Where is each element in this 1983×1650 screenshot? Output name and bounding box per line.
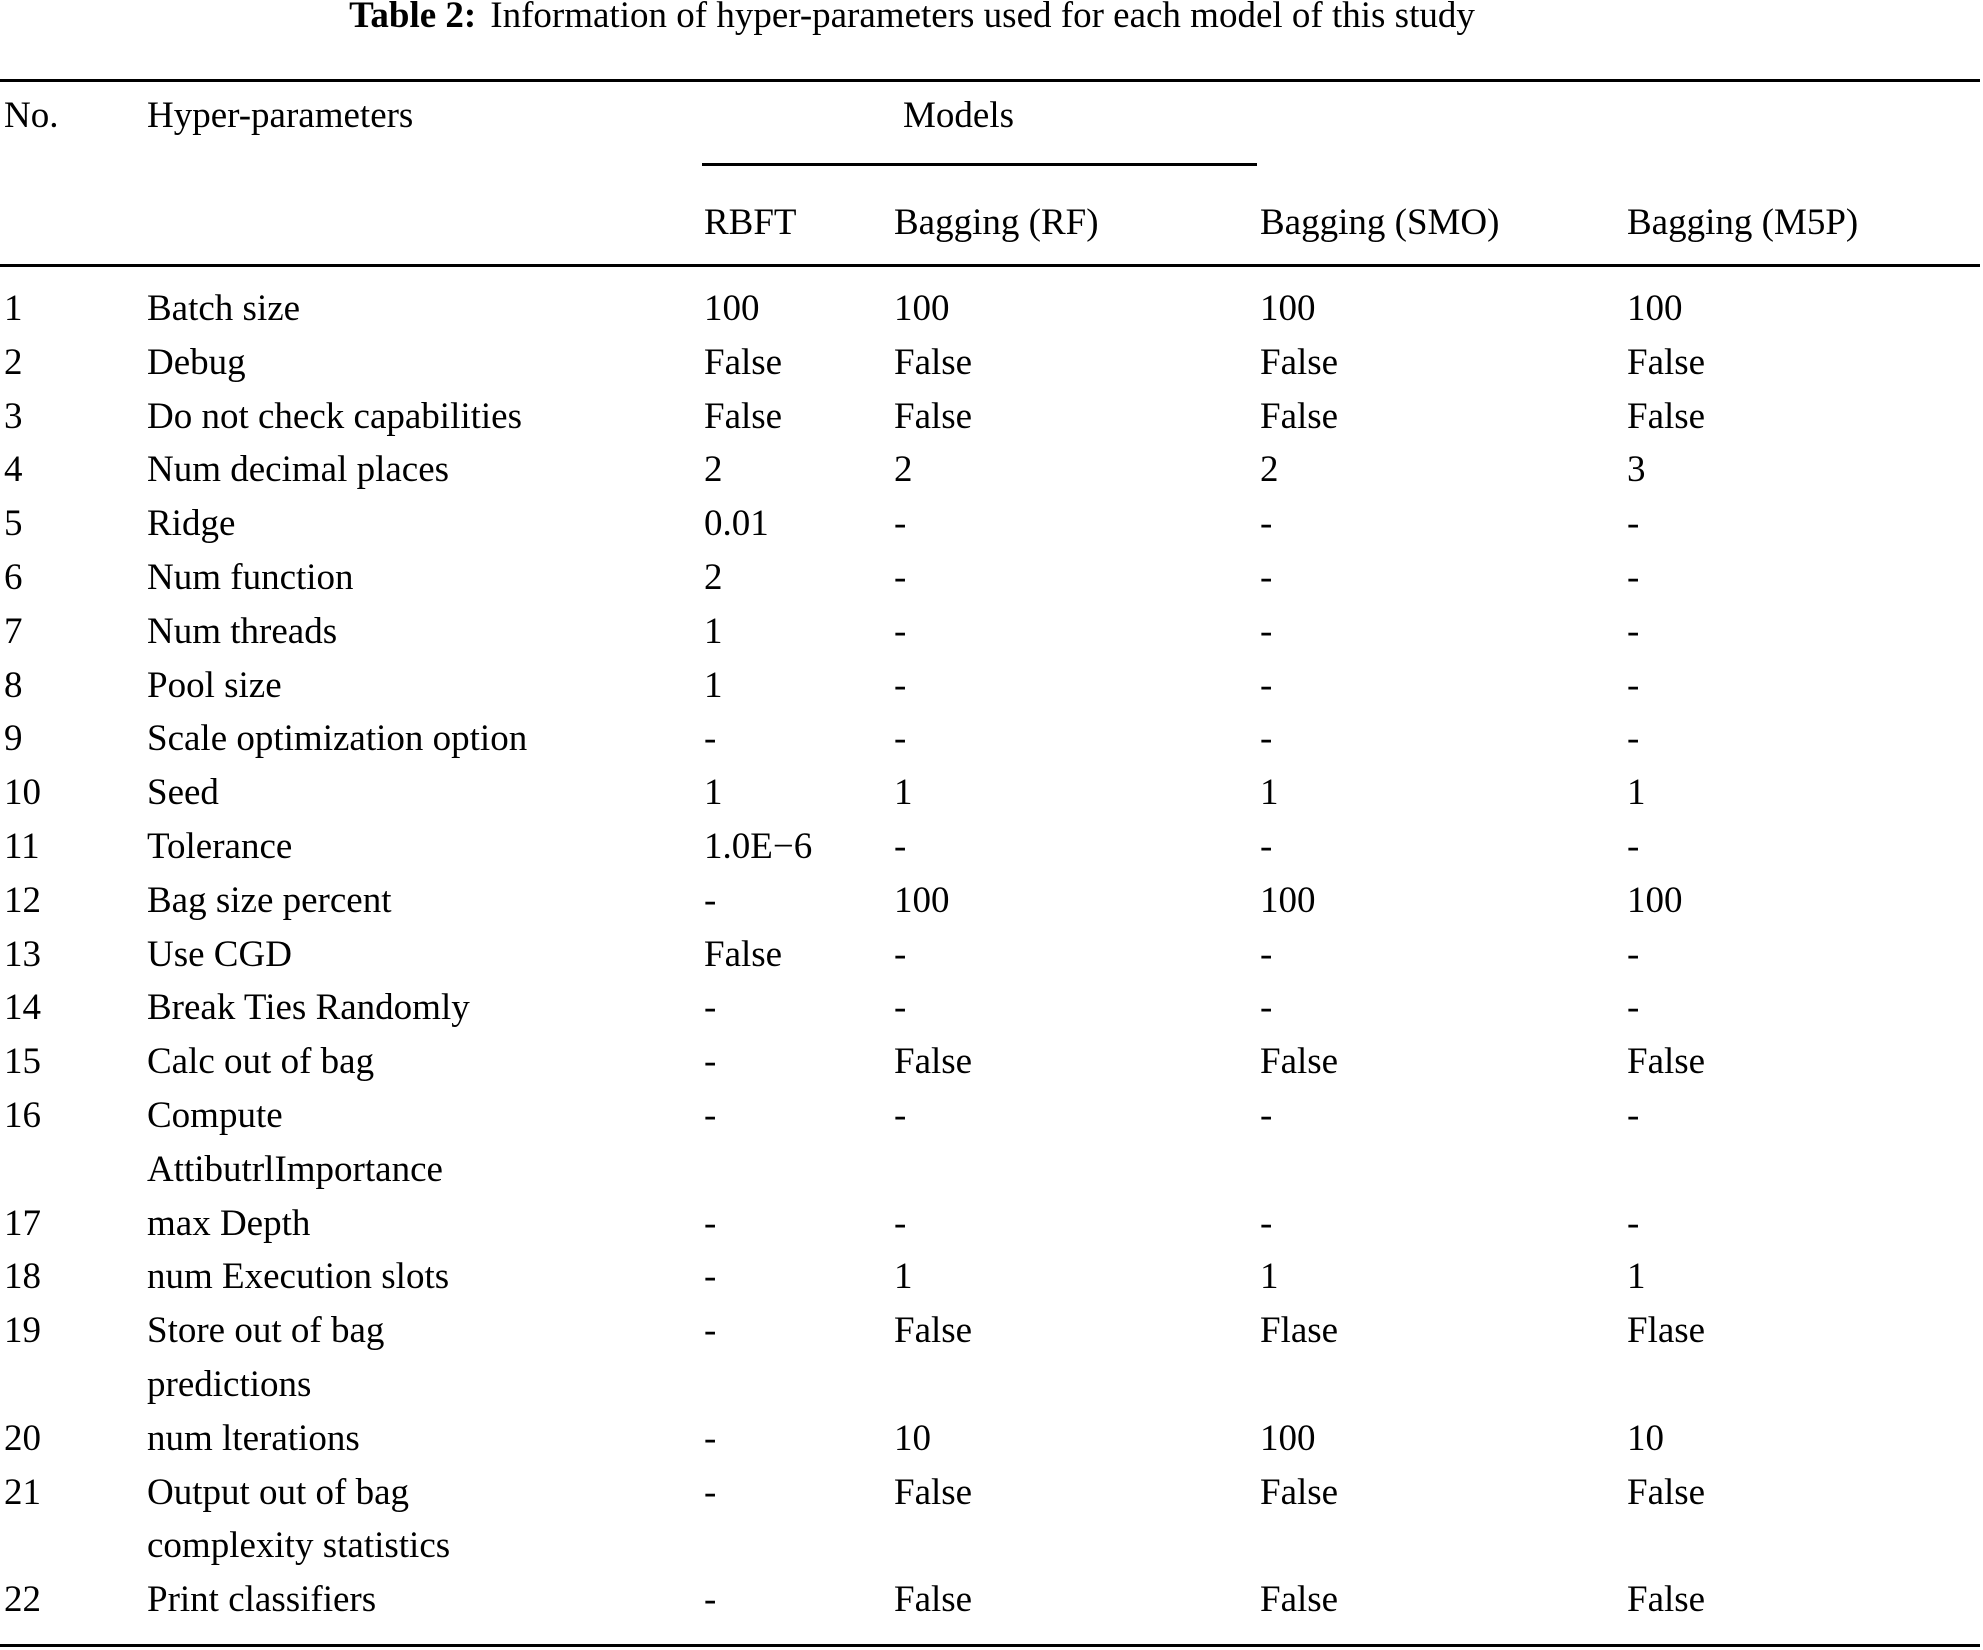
hyper-parameter-line: Compute <box>147 1095 283 1136</box>
hyper-parameter-line: Pool size <box>147 664 282 706</box>
value-rbft: 0.01 <box>704 503 769 545</box>
value-bagging-m5p: False <box>1627 395 1706 437</box>
value-bagging-m5p: - <box>1627 933 1640 975</box>
value-bagging-m5p: - <box>1627 557 1640 598</box>
value-bagging-smo: - <box>1260 664 1273 706</box>
hyper-parameter-name <box>147 712 527 766</box>
table-caption <box>0 0 1824 38</box>
row-number: 12 <box>4 879 41 921</box>
hyper-parameter-line: AttibutrlImportance <box>147 1148 443 1190</box>
value-bagging-smo: False <box>1260 1579 1339 1621</box>
header-model-rbft: RBFT <box>704 202 797 243</box>
hyper-parameter-line: Use CGD <box>147 933 292 975</box>
hyper-parameter-line: Scale optimization option <box>147 718 528 760</box>
value-bagging-rf: 10 <box>894 1417 931 1459</box>
value-bagging-smo: 1 <box>1260 1256 1279 1298</box>
value-bagging-smo: 100 <box>1260 288 1316 329</box>
value-rbft: - <box>704 1202 717 1244</box>
value-bagging-rf: 2 <box>894 449 913 491</box>
value-bagging-rf: 100 <box>894 879 950 921</box>
header-model-bagging-rf: Bagging (RF) <box>894 202 1099 243</box>
value-bagging-m5p: False <box>1627 1579 1706 1621</box>
value-bagging-smo: - <box>1260 718 1273 760</box>
row-number: 14 <box>4 987 41 1029</box>
hyper-parameter-line: Debug <box>147 341 246 383</box>
hyper-parameter-name <box>147 820 292 874</box>
row-number: 2 <box>4 341 23 383</box>
value-bagging-smo: - <box>1260 610 1273 652</box>
row-number: 1 <box>4 288 23 329</box>
value-bagging-smo: - <box>1260 1095 1273 1136</box>
hyper-parameter-name <box>147 497 235 551</box>
value-rbft: - <box>704 879 717 921</box>
hyper-parameter-line: Num decimal places <box>147 449 450 491</box>
value-rbft: - <box>704 1041 717 1083</box>
value-bagging-rf: False <box>894 1471 973 1513</box>
value-bagging-rf: - <box>894 718 907 760</box>
value-bagging-m5p: False <box>1627 1471 1706 1513</box>
hyper-parameter-line: complexity statistics <box>147 1525 451 1567</box>
hyper-parameter-name <box>147 766 219 820</box>
hyper-parameter-line: Num function <box>147 557 354 598</box>
value-bagging-m5p: 1 <box>1627 772 1646 814</box>
value-bagging-rf: False <box>894 341 973 383</box>
value-bagging-m5p: - <box>1627 503 1640 545</box>
hyper-parameter-name <box>147 390 522 444</box>
row-number: 13 <box>4 933 41 975</box>
value-rbft: 1.0E−6 <box>704 826 813 867</box>
value-rbft: - <box>704 1471 717 1513</box>
hyper-parameter-name <box>147 1089 443 1197</box>
row-number: 6 <box>4 557 23 598</box>
hyper-parameter-line: Seed <box>147 772 219 814</box>
hyper-parameter-name <box>147 1466 450 1574</box>
hyper-parameter-name <box>147 659 282 713</box>
value-bagging-smo: False <box>1260 395 1339 437</box>
row-number: 8 <box>4 664 23 706</box>
value-bagging-m5p: False <box>1627 341 1706 383</box>
value-rbft: - <box>704 1579 717 1621</box>
hyper-parameter-line: predictions <box>147 1363 312 1405</box>
value-bagging-smo: - <box>1260 826 1273 867</box>
hyper-parameter-name <box>147 1304 384 1412</box>
hyper-parameter-name <box>147 605 337 659</box>
value-rbft: 1 <box>704 664 723 706</box>
value-bagging-rf: False <box>894 1310 973 1352</box>
value-bagging-rf: False <box>894 1579 973 1621</box>
value-bagging-rf: - <box>894 610 907 652</box>
row-number: 10 <box>4 772 41 814</box>
value-bagging-smo: - <box>1260 1202 1273 1244</box>
hyper-parameter-line: Do not check capabilities <box>147 395 523 437</box>
value-bagging-rf: - <box>894 557 907 598</box>
value-bagging-smo: False <box>1260 1041 1339 1083</box>
value-bagging-smo: 1 <box>1260 772 1279 814</box>
row-number: 17 <box>4 1202 41 1244</box>
value-bagging-m5p: - <box>1627 826 1640 867</box>
hyper-parameter-name <box>147 1250 449 1304</box>
value-bagging-m5p: False <box>1627 1041 1706 1083</box>
value-rbft: 1 <box>704 772 723 814</box>
models-group-rule <box>702 163 1257 166</box>
value-rbft: - <box>704 1310 717 1352</box>
row-number: 18 <box>4 1256 41 1298</box>
value-bagging-rf: False <box>894 395 973 437</box>
value-bagging-smo: False <box>1260 341 1339 383</box>
hyper-parameter-line: Break Ties Randomly <box>147 987 470 1029</box>
value-rbft: False <box>704 395 783 437</box>
value-rbft: - <box>704 1417 717 1459</box>
hyper-parameter-name <box>147 282 300 336</box>
value-bagging-smo: - <box>1260 933 1273 975</box>
value-bagging-m5p: 10 <box>1627 1417 1664 1459</box>
value-bagging-rf: - <box>894 503 907 545</box>
hyper-parameter-line: Num threads <box>147 610 338 652</box>
value-bagging-rf: 100 <box>894 288 950 329</box>
value-bagging-m5p: 1 <box>1627 1256 1646 1298</box>
header-models-group: Models <box>903 95 1014 136</box>
hyper-parameter-line: num lterations <box>147 1417 360 1459</box>
hyper-parameter-name <box>147 1197 310 1251</box>
value-rbft: - <box>704 1095 717 1136</box>
value-bagging-rf: - <box>894 1095 907 1136</box>
hyper-parameter-name <box>147 551 354 605</box>
hyper-parameter-name <box>147 928 292 982</box>
value-bagging-rf: 1 <box>894 1256 913 1298</box>
row-number: 4 <box>4 449 23 491</box>
hyper-parameter-line: Batch size <box>147 288 301 329</box>
row-number: 7 <box>4 610 23 652</box>
row-number: 9 <box>4 718 23 760</box>
value-bagging-m5p: 100 <box>1627 288 1683 329</box>
value-bagging-rf: - <box>894 1202 907 1244</box>
hyper-parameter-name <box>147 443 449 497</box>
value-bagging-m5p: - <box>1627 987 1640 1029</box>
hyper-parameter-line: Tolerance <box>147 826 293 867</box>
header-no: No. <box>4 95 59 136</box>
value-bagging-rf: - <box>894 987 907 1029</box>
row-number: 15 <box>4 1041 41 1083</box>
row-number: 22 <box>4 1579 41 1621</box>
header-model-bagging-smo: Bagging (SMO) <box>1260 202 1500 243</box>
table-caption-label: Table 2: <box>349 0 477 36</box>
value-rbft: False <box>704 933 783 975</box>
hyper-parameter-name <box>147 1412 360 1466</box>
value-rbft: 2 <box>704 557 723 598</box>
value-bagging-smo: - <box>1260 503 1273 545</box>
row-number: 19 <box>4 1310 41 1352</box>
value-rbft: 2 <box>704 449 723 491</box>
value-bagging-m5p: Flase <box>1627 1310 1706 1352</box>
value-bagging-rf: 1 <box>894 772 913 814</box>
table-caption-text: Information of hyper-parameters used for each model of this study <box>490 0 1475 36</box>
value-bagging-m5p: - <box>1627 1202 1640 1244</box>
row-number: 16 <box>4 1095 41 1136</box>
value-bagging-m5p: - <box>1627 718 1640 760</box>
hyper-parameter-line: Store out of bag <box>147 1310 385 1352</box>
header-hyper-parameters: Hyper-parameters <box>147 95 414 136</box>
table-bottom-rule <box>0 1644 1980 1647</box>
value-bagging-smo: 100 <box>1260 1417 1316 1459</box>
value-rbft: - <box>704 1256 717 1298</box>
row-number: 5 <box>4 503 23 545</box>
header-model-bagging-m5p: Bagging (M5P) <box>1627 202 1859 243</box>
value-bagging-m5p: - <box>1627 664 1640 706</box>
row-number: 3 <box>4 395 23 437</box>
value-bagging-smo: 100 <box>1260 879 1316 921</box>
value-bagging-m5p: - <box>1627 1095 1640 1136</box>
hyper-parameter-name <box>147 1035 374 1089</box>
value-bagging-rf: - <box>894 933 907 975</box>
hyper-parameter-name <box>147 874 392 928</box>
value-bagging-rf: False <box>894 1041 973 1083</box>
value-rbft: 100 <box>704 288 760 329</box>
value-bagging-m5p: 3 <box>1627 449 1646 491</box>
value-bagging-m5p: 100 <box>1627 879 1683 921</box>
hyper-parameter-line: Ridge <box>147 503 236 545</box>
hyper-parameter-line: Bag size percent <box>147 879 392 921</box>
value-bagging-smo: 2 <box>1260 449 1279 491</box>
table-top-rule <box>0 79 1980 82</box>
row-number: 11 <box>4 826 40 867</box>
hyper-parameter-line: Print classifiers <box>147 1579 377 1621</box>
hyper-parameter-name <box>147 336 246 390</box>
value-rbft: - <box>704 718 717 760</box>
hyper-parameter-line: Output out of bag <box>147 1471 410 1513</box>
value-rbft: - <box>704 987 717 1029</box>
row-number: 20 <box>4 1417 41 1459</box>
hyper-parameter-name <box>147 1573 376 1627</box>
value-rbft: False <box>704 341 783 383</box>
value-bagging-smo: - <box>1260 557 1273 598</box>
value-rbft: 1 <box>704 610 723 652</box>
value-bagging-m5p: - <box>1627 610 1640 652</box>
value-bagging-smo: - <box>1260 987 1273 1029</box>
value-bagging-rf: - <box>894 826 907 867</box>
hyper-parameter-name <box>147 981 470 1035</box>
value-bagging-smo: Flase <box>1260 1310 1339 1352</box>
row-number: 21 <box>4 1471 41 1513</box>
header-bottom-rule <box>0 264 1980 267</box>
value-bagging-smo: False <box>1260 1471 1339 1513</box>
hyper-parameter-line: max Depth <box>147 1202 311 1244</box>
value-bagging-rf: - <box>894 664 907 706</box>
hyper-parameter-line: Calc out of bag <box>147 1041 375 1083</box>
hyper-parameter-line: num Execution slots <box>147 1256 450 1298</box>
